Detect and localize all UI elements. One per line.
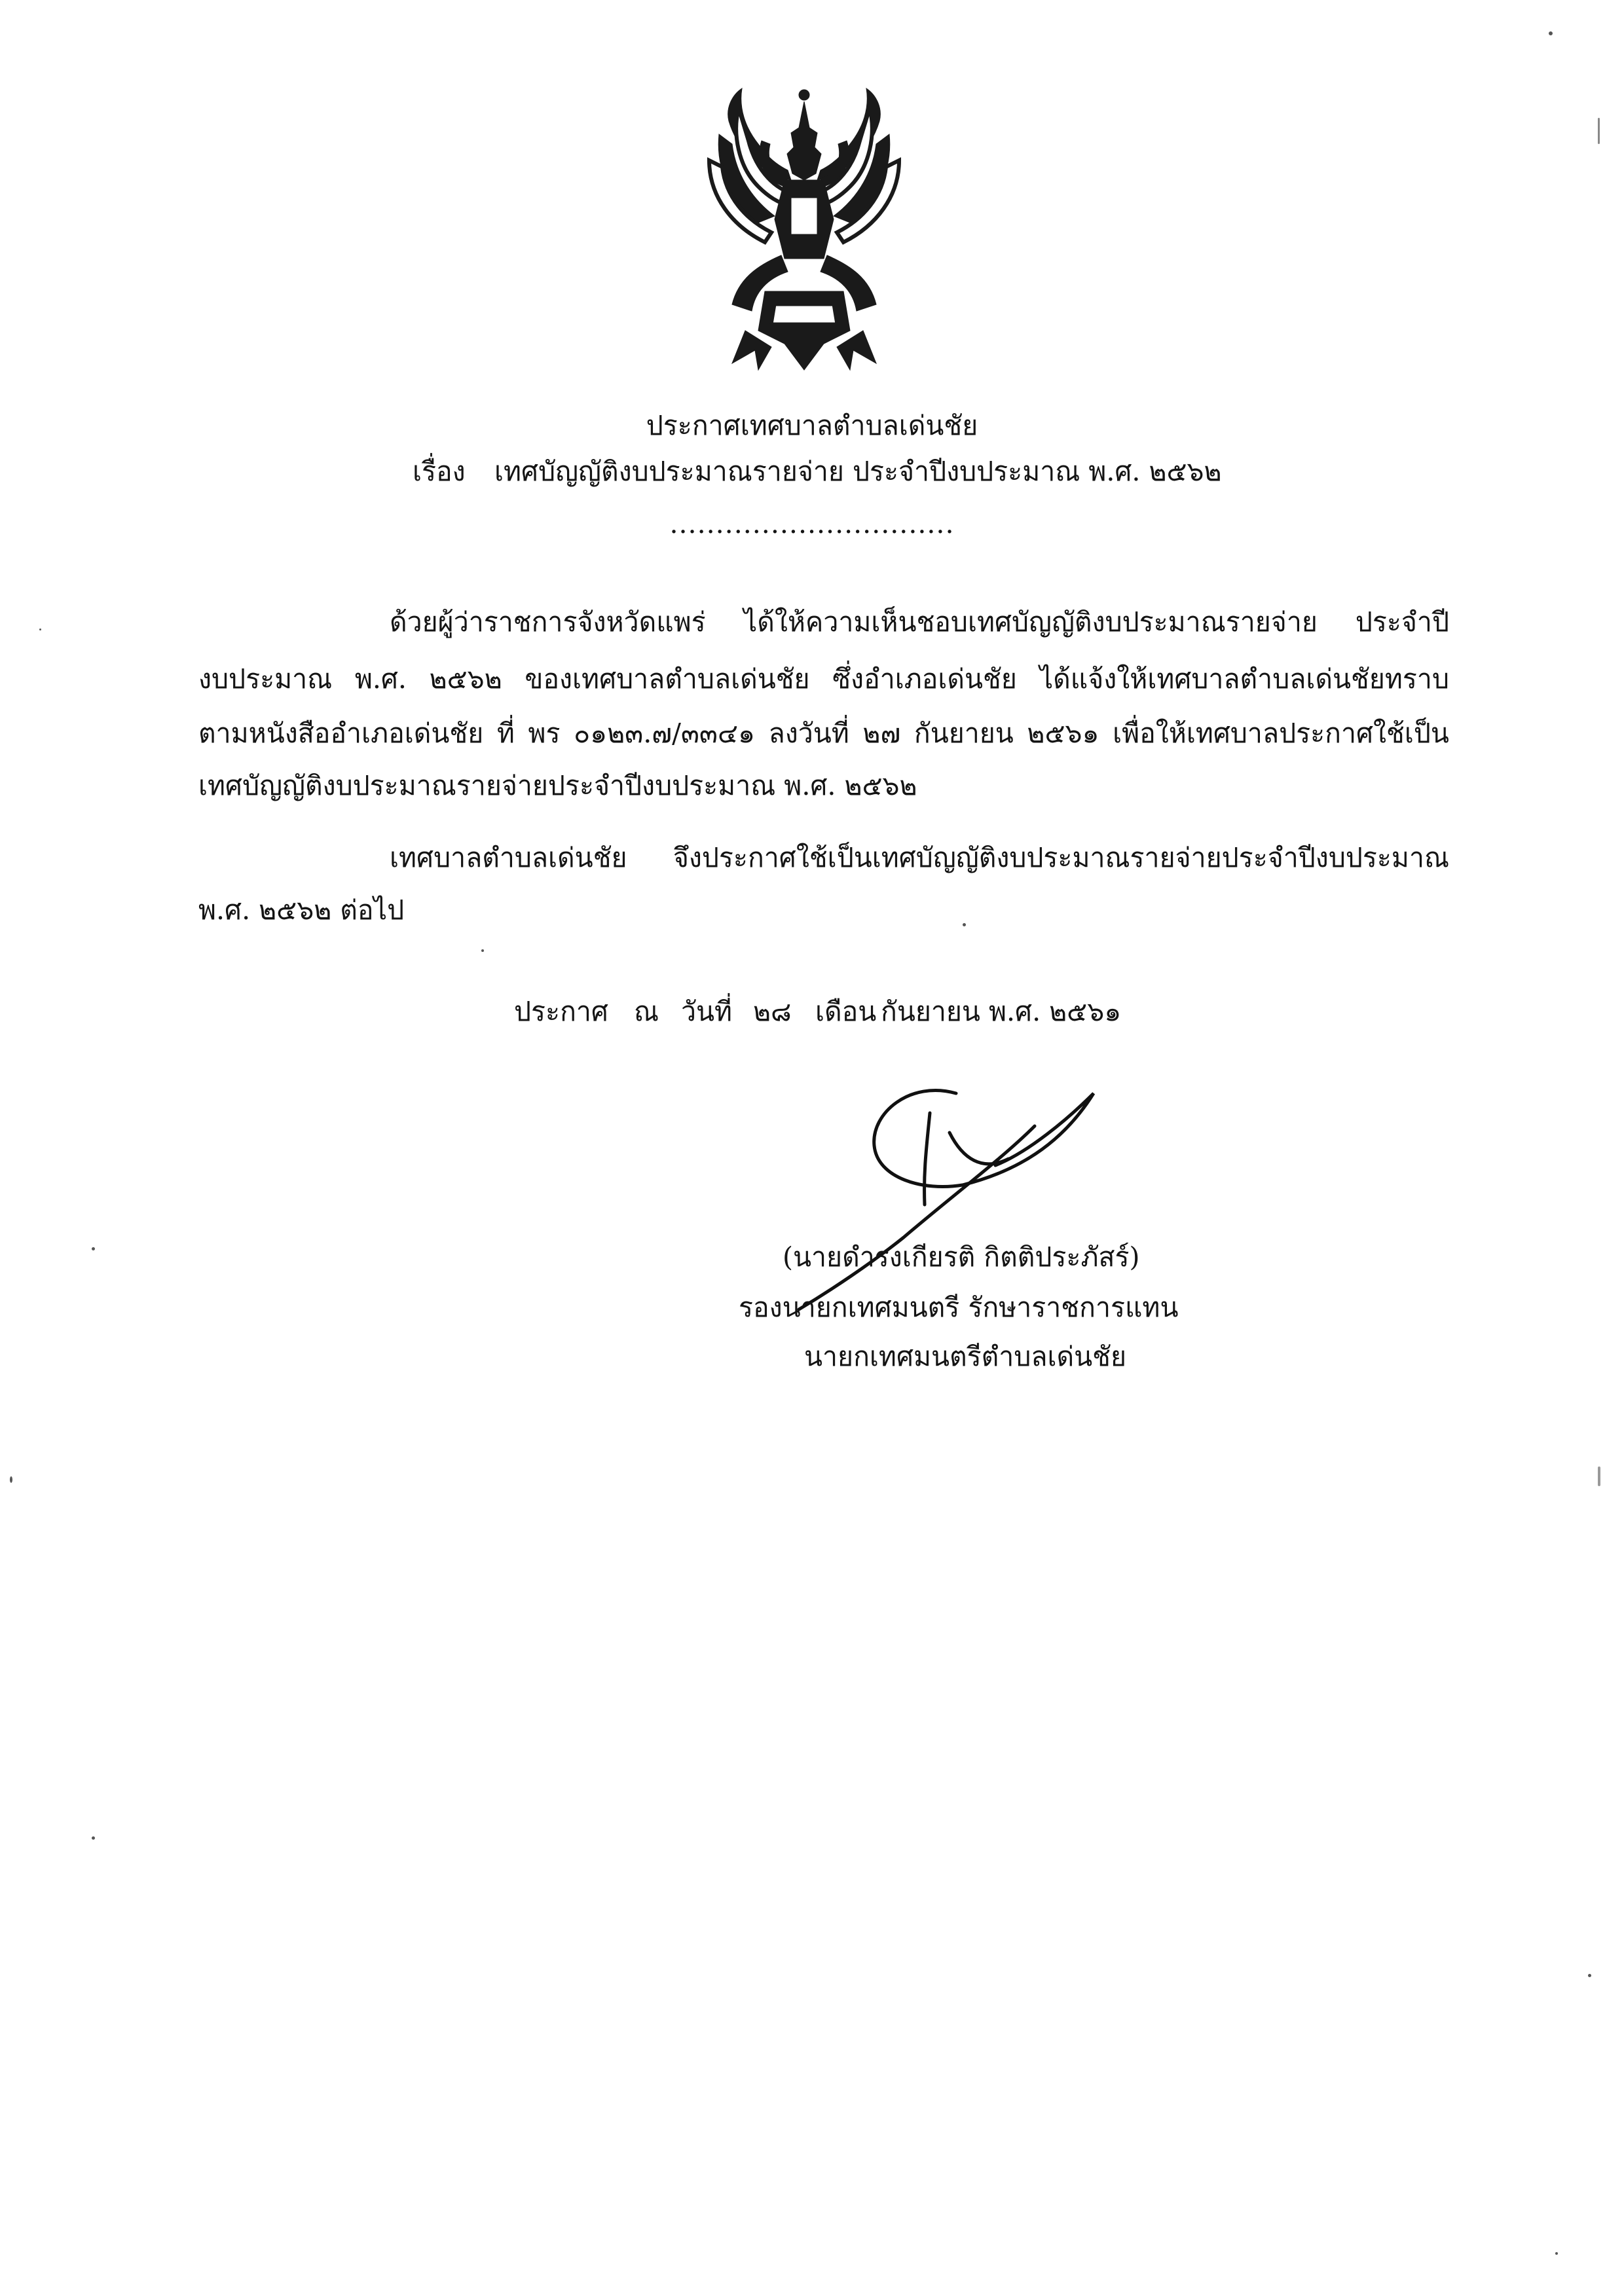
paragraph1-line3 [198,720,1449,747]
paragraph2-line1 [390,842,1449,873]
scan-speck [92,1836,95,1840]
paragraph1-line3-part9: เพื่อให้เทศบาลประกาศใช้เป็น [1113,718,1449,749]
paragraph1-line2-part2: พ.ศ. [354,663,407,695]
paragraph1-line3-part7: กันยายน [913,718,1014,749]
scan-speck [1588,1974,1591,1977]
paragraph2-line2: พ.ศ. ๒๕๖๒ ต่อไป [198,894,405,926]
scan-speck [10,1476,12,1483]
scan-speck [1549,31,1553,35]
scan-speck [39,629,41,630]
announcement-day-label: วันที่ [681,996,733,1027]
paragraph1-line2-part1: งบประมาณ [198,663,333,695]
announcement-prefix: ประกาศ [514,996,608,1027]
paragraph1-line2 [198,663,1449,695]
signatory-position-2: นายกเทศมนตรีตำบลเด่นชัย [804,1341,1126,1372]
paragraph1-line2-part5: ซึ่งอำเภอเด่นชัย [832,663,1017,695]
paragraph1-line3-part3: พร [528,718,561,749]
signatory-position: รองนายกเทศมนตรี รักษาราชการแทน [739,1292,1179,1323]
paragraph1-line3-part4: ๐๑๒๓.๗/๓๓๔๑ [574,718,755,749]
subject-text: เทศบัญญัติงบประมาณรายจ่าย ประจำปีงบประมาณ พ.ศ. ๒๕๖๒ [494,456,1222,487]
announcement-at: ณ [634,996,659,1027]
paragraph1-line1-part3: ประจำปี [1355,606,1449,638]
scan-speck [92,1247,95,1250]
paragraph1-line3-part6: ๒๗ [862,718,901,749]
signatory-name: (นายดำรงเกียรติ กิตติประภัสร์) [783,1241,1140,1273]
subject-label: เรื่อง [413,456,466,487]
paragraph1-line3-part8: ๒๕๖๑ [1027,718,1099,749]
announcement-month-label: เดือน [815,996,877,1027]
scan-speck [963,923,966,926]
signature-mark [753,1074,1120,1322]
paragraph1-line1-part1: ด้วยผู้ว่าราชการจังหวัดแพร่ [390,606,706,638]
document-title: ประกาศเทศบาลตำบลเด่นชัย [646,410,978,441]
paragraph1-line1 [390,606,1449,638]
announcement-day: ๒๘ [753,996,792,1027]
paragraph1-line2-part3: ๒๕๖๒ [429,663,502,695]
paragraph1-line1-part2: ได้ให้ความเห็นชอบเทศบัญญัติงบประมาณรายจ่าย [743,606,1318,638]
paragraph1-line3-part5: ลงวันที่ [768,718,849,749]
scan-speck [1598,118,1600,144]
paragraph2-line1-part1: เทศบาลตำบลเด่นชัย [390,842,627,873]
paragraph2-line1-part2: จึงประกาศใช้เป็นเทศบัญญัติงบประมาณรายจ่ายประจำปีงบประมาณ [673,842,1449,873]
paragraph1-line2-part6: ได้แจ้งให้เทศบาลตำบลเด่นชัยทราบ [1039,663,1449,695]
scan-speck [1598,1467,1600,1486]
separator-dots: ............................... [669,508,955,539]
paragraph1-line2-part4: ของเทศบาลตำบลเด่นชัย [525,663,810,695]
paragraph1-line4: เทศบัญญัติงบประมาณรายจ่ายประจำปีงบประมาณ พ.ศ. ๒๕๖๒ [198,770,917,801]
paragraph1-line3-part2: ที่ [496,718,515,749]
announcement-month-year: กันยายน พ.ศ. ๒๕๖๑ [881,996,1122,1027]
paragraph1-line3-part1: ตามหนังสืออำเภอเด่นชัย [198,718,484,749]
scan-speck [1555,2252,1558,2255]
scan-speck [481,949,484,952]
garuda-emblem-icon [693,82,915,376]
